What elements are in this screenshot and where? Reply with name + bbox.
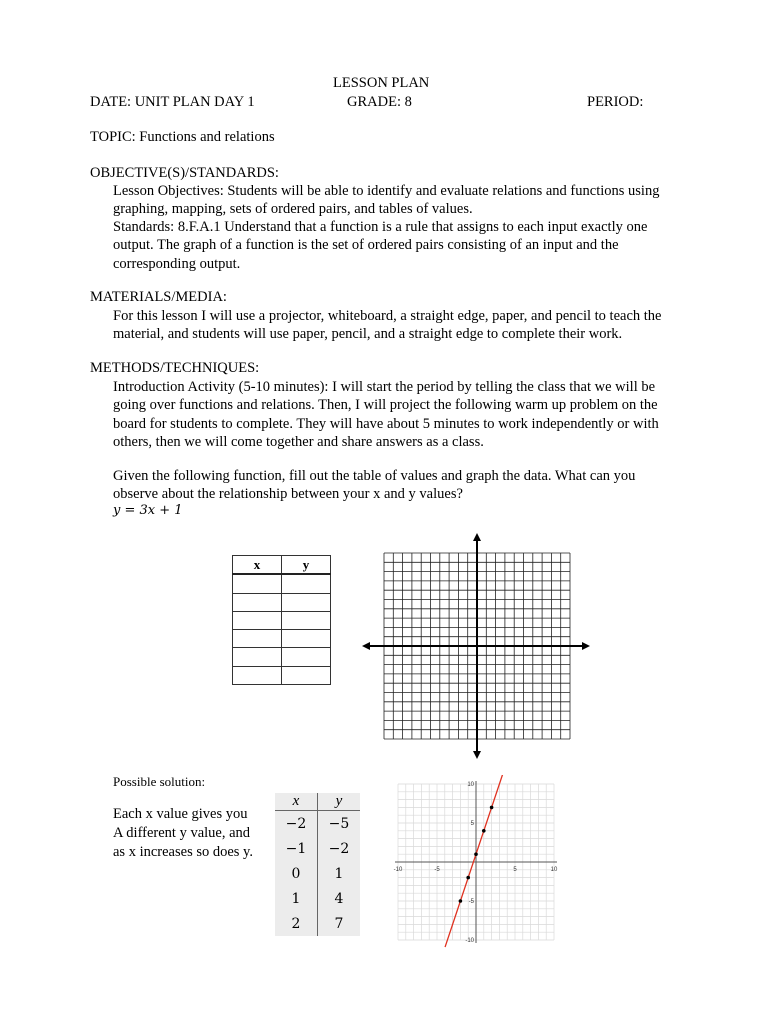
standards-text: Standards: 8.F.A.1 Understand that a function is a rule that assigns to each input exactly one output. The graph of a function is the set of ordered pairs consisting of an input and the corresponding output.: [113, 219, 648, 272]
table-row: [233, 574, 331, 593]
solution-line-3: as x increases so does y.: [113, 844, 253, 860]
table-row: [275, 911, 360, 936]
solution-line-1: Each x value gives you: [113, 806, 248, 822]
page-title: LESSON PLAN: [333, 75, 430, 91]
solution-col-y: y: [318, 793, 361, 811]
worksheet-col-y: y: [282, 556, 331, 575]
cell-y: 7: [334, 915, 344, 932]
y-tick-label: -10: [465, 938, 474, 944]
materials-text: For this lesson I will use a projector, whiteboard, a straight edge, paper, and pencil to teach the material, and students will use paper, pencil, and a straight edge to complete their work.: [113, 308, 662, 343]
x-axis-arrow-left: [362, 642, 370, 650]
grade-field: GRADE: 8: [347, 94, 412, 110]
data-point: [482, 829, 486, 833]
solution-graph: [392, 775, 564, 950]
worksheet-table: [232, 555, 331, 685]
lesson-objectives: Lesson Objectives: Students will be able to identify and evaluate relations and functions using graphing, mapping, sets of ordered pairs, and tables of values.: [113, 183, 660, 218]
y-tick-label: 5: [470, 821, 474, 827]
table-row: [275, 811, 360, 837]
worksheet-col-x: x: [233, 556, 282, 575]
cell-y: −2: [328, 840, 350, 857]
objectives-heading: OBJECTIVE(S)/STANDARDS:: [90, 165, 279, 181]
cell-x: 1: [275, 886, 318, 911]
methods-heading: METHODS/TECHNIQUES:: [90, 360, 260, 376]
blank-coordinate-grid: [360, 533, 592, 759]
solution-label: Possible solution:: [113, 774, 206, 789]
x-tick-label: 10: [550, 867, 558, 873]
period-field: PERIOD:: [587, 94, 644, 110]
table-row: [233, 630, 331, 648]
x-tick-label: -10: [393, 867, 403, 873]
y-axis-arrow-up: [473, 533, 481, 541]
y-tick-label: -5: [468, 899, 474, 905]
solution-line-2: A different y value, and: [113, 825, 251, 841]
table-row: [233, 611, 331, 629]
table-row: [233, 666, 331, 684]
warmup-prompt: Given the following function, fill out the table of values and graph the data. What can you observe about the relationship between your x and y values?: [113, 468, 636, 503]
date-field: DATE: UNIT PLAN DAY 1: [90, 94, 255, 110]
data-point: [490, 806, 494, 810]
table-row: [233, 593, 331, 611]
topic: TOPIC: Functions and relations: [90, 129, 275, 145]
y-tick-label: 10: [467, 782, 474, 788]
x-tick-label: 5: [513, 867, 517, 873]
table-row: [233, 648, 331, 666]
solution-table: [275, 793, 360, 936]
equation: y = 3x + 1: [113, 503, 183, 518]
cell-y: 1: [334, 865, 344, 882]
cell-x: 0: [275, 861, 318, 886]
cell-y: 4: [334, 890, 344, 907]
table-row: [275, 886, 360, 911]
x-tick-label: -5: [434, 867, 440, 873]
x-axis-arrow-right: [582, 642, 590, 650]
series-line: [445, 775, 503, 947]
cell-y: −5: [328, 815, 350, 832]
data-point: [466, 876, 470, 880]
cell-x: −1: [275, 836, 318, 861]
data-point: [459, 899, 463, 903]
solution-col-x: x: [275, 793, 318, 811]
table-row: [275, 836, 360, 861]
table-row: [275, 861, 360, 886]
data-point: [474, 852, 478, 856]
intro-activity: Introduction Activity (5-10 minutes): I will start the period by telling the class that we will be going over functions and relations. Then, I will project the following warm up problem on the board for students to complete. They will have about 5 minutes to work independently or with others, then we will come together and share answers as a class.: [113, 379, 659, 450]
cell-x: −2: [275, 811, 318, 837]
cell-x: 2: [275, 911, 318, 936]
y-axis-arrow-down: [473, 751, 481, 759]
materials-heading: MATERIALS/MEDIA:: [90, 289, 227, 305]
